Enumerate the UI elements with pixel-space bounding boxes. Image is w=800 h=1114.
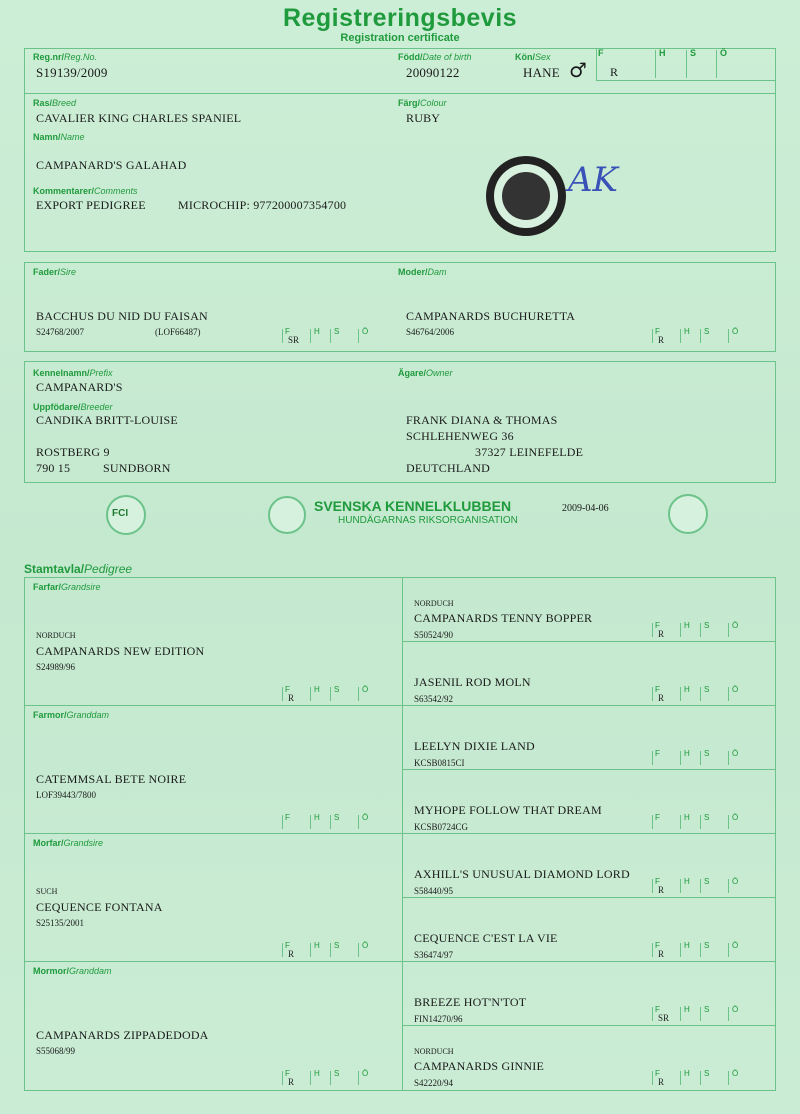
comment-value: EXPORT PEDIGREE	[36, 198, 146, 212]
dog-name: CAMPANARD'S GALAHAD	[36, 158, 187, 172]
breeder-street: ROSTBERG 9	[36, 445, 110, 459]
grandparent-name: CAMPANARDS ZIPPADEDODA	[36, 1028, 209, 1042]
grandparent-fhso: F H S Ö	[282, 813, 377, 831]
great-grandparent-name: LEELYN DIXIE LAND	[414, 739, 535, 753]
prefix-label: Kennelnamn/Prefix	[33, 368, 113, 378]
grandparent-name: CEQUENCE FONTANA	[36, 900, 163, 914]
great-grandparent-title: NORDUCH	[414, 1047, 454, 1056]
dob-label: Född/Date of birth	[398, 52, 472, 62]
great-grandparent-fhso: F H S Ö R	[652, 685, 747, 703]
breeder-name: CANDIKA BRITT-LOUISE	[36, 413, 178, 427]
great-grandparent-reg: S58440/95	[414, 886, 454, 896]
signature: AK	[568, 160, 618, 200]
great-grandparent-reg: S36474/97	[414, 950, 454, 960]
official-seal-icon	[486, 156, 566, 236]
grandparent-reg: S24989/96	[36, 662, 76, 672]
great-grandparent-title: NORDUCH	[414, 599, 454, 608]
comments-label: Kommentarer/Comments	[33, 186, 138, 196]
grandparent-fhso: F H S Ö R	[282, 1069, 377, 1087]
f-value: R	[610, 65, 619, 79]
fci-logo-text: FCI	[112, 508, 129, 519]
breeder-zip: 790 15	[36, 461, 71, 475]
great-grandparent-fhso: F H S Ö	[652, 813, 747, 831]
fhso-s: S	[690, 48, 697, 58]
morfar-label: Morfar/Grandsire	[33, 838, 104, 848]
skk-logo-icon	[268, 496, 306, 534]
male-symbol-icon: ♂	[569, 58, 588, 82]
dog-info-box	[24, 48, 776, 252]
sire-fhso: F H S Ö SR	[282, 327, 377, 345]
great-grandparent-reg: KCSB0724CG	[414, 822, 469, 832]
club-subname: HUNDÄGARNAS RIKSORGANISATION	[338, 515, 518, 526]
dam-name: CAMPANARDS BUCHURETTA	[406, 309, 576, 323]
colour-label: Färg/Colour	[398, 98, 447, 108]
date-of-birth: 20090122	[406, 65, 460, 80]
dam-label: Moder/Dam	[398, 267, 447, 277]
sire-label: Fader/Sire	[33, 267, 77, 277]
farfar-label: Farfar/Grandsire	[33, 582, 101, 592]
great-grandparent-reg: S50524/90	[414, 630, 454, 640]
great-grandparent-reg: S63542/92	[414, 694, 454, 704]
sire-reg: S24768/2007	[36, 327, 85, 337]
great-grandparent-reg: S42220/94	[414, 1078, 454, 1088]
great-grandparent-reg: KCSB0815CI	[414, 758, 465, 768]
colour-value: RUBY	[406, 111, 441, 125]
sire-extra-reg: (LOF66487)	[155, 327, 201, 337]
grandparent-name: CATEMMSAL BETE NOIRE	[36, 772, 187, 786]
farmor-label: Farmor/Granddam	[33, 710, 110, 720]
prefix-value: CAMPANARD'S	[36, 380, 123, 394]
great-grandparent-fhso: F H S Ö R	[652, 877, 747, 895]
owner-country: DEUTCHLAND	[406, 461, 490, 475]
breeder-city: SUNDBORN	[103, 461, 171, 475]
great-grandparent-fhso: F H S Ö	[652, 749, 747, 767]
great-grandparent-fhso: F H S Ö R	[652, 621, 747, 639]
breeder-label: Uppfödare/Breeder	[33, 402, 113, 412]
great-grandparent-name: AXHILL'S UNUSUAL DIAMOND LORD	[414, 867, 630, 881]
breed-value: CAVALIER KING CHARLES SPANIEL	[36, 111, 242, 125]
great-grandparent-name: CAMPANARDS TENNY BOPPER	[414, 611, 593, 625]
name-label: Namn/Name	[33, 132, 85, 142]
great-grandparent-fhso: F H S Ö R	[652, 1069, 747, 1087]
dam-fhso: F H S Ö R	[652, 327, 747, 345]
regnr-label: Reg.nr/Reg.No.	[33, 52, 98, 62]
microchip-value: MICROCHIP: 977200007354700	[178, 198, 347, 212]
grandparent-fhso: F H S Ö R	[282, 685, 377, 703]
pedigree-label: Stamtavla/Pedigree	[24, 562, 133, 576]
page-title: Registreringsbevis	[282, 4, 518, 32]
grandparent-fhso: F H S Ö R	[282, 941, 377, 959]
issue-date: 2009-04-06	[562, 503, 609, 514]
club-name: SVENSKA KENNELKLUBBEN	[314, 498, 512, 514]
sex-value: HANE	[523, 65, 560, 80]
grandparent-name: CAMPANARDS NEW EDITION	[36, 644, 205, 658]
owner-name: FRANK DIANA & THOMAS	[406, 413, 558, 427]
reg-number: S19139/2009	[36, 65, 108, 80]
great-grandparent-name: JASENIL ROD MOLN	[414, 675, 531, 689]
fhso-f: F	[598, 48, 604, 58]
great-grandparent-name: BREEZE HOT'N'TOT	[414, 995, 527, 1009]
breed-label: Ras/Breed	[33, 98, 77, 108]
sex-label: Kön/Sex	[515, 52, 551, 62]
emblem-icon	[668, 494, 708, 534]
dam-reg: S46764/2006	[406, 327, 455, 337]
grandparent-title: SUCH	[36, 887, 58, 896]
great-grandparent-fhso: F H S Ö SR	[652, 1005, 747, 1023]
owner-label: Ägare/Owner	[398, 368, 453, 378]
great-grandparent-reg: FIN14270/96	[414, 1014, 463, 1024]
grandparent-reg: S25135/2001	[36, 918, 85, 928]
grandparent-reg: LOF39443/7800	[36, 790, 97, 800]
great-grandparent-name: MYHOPE FOLLOW THAT DREAM	[414, 803, 602, 817]
fhso-o: Ö	[720, 48, 728, 58]
great-grandparent-name: CAMPANARDS GINNIE	[414, 1059, 544, 1073]
fhso-h: H	[659, 48, 666, 58]
great-grandparent-name: CEQUENCE C'EST LA VIE	[414, 931, 558, 945]
mormor-label: Mormor/Granddam	[33, 966, 112, 976]
grandparent-title: NORDUCH	[36, 631, 76, 640]
page-subtitle: Registration certificate	[340, 32, 460, 44]
grandparent-reg: S55068/99	[36, 1046, 76, 1056]
owner-street: SCHLEHENWEG 36	[406, 429, 514, 443]
great-grandparent-fhso: F H S Ö R	[652, 941, 747, 959]
sire-name: BACCHUS DU NID DU FAISAN	[36, 309, 208, 323]
owner-zipcity: 37327 LEINEFELDE	[475, 445, 584, 459]
